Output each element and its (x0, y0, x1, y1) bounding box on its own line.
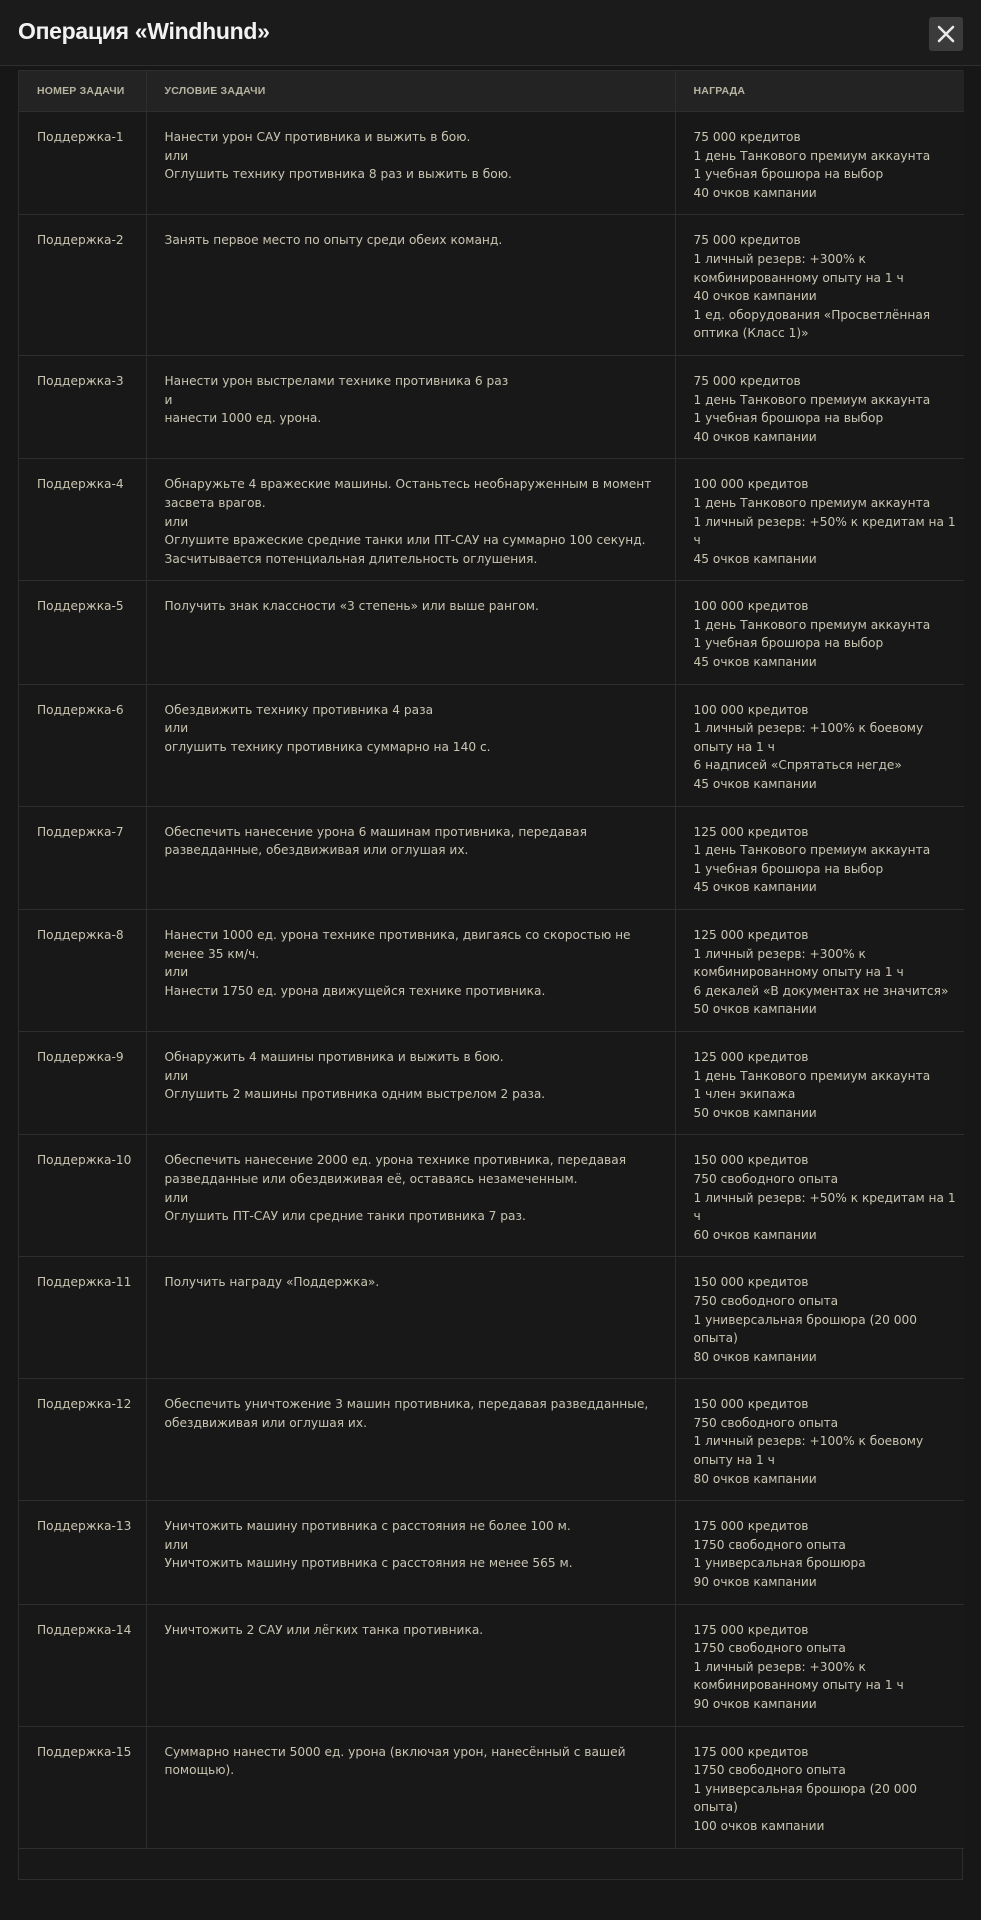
reward-line: 1 член экипажа (693, 1087, 796, 1102)
condition-line: Нанести урон выстрелами технике противника 6 раз (164, 373, 509, 388)
reward-line: 175 000 кредитов (693, 1744, 809, 1759)
table-row (19, 112, 964, 215)
condition-line: или (164, 1190, 189, 1205)
reward-line: 150 000 кредитов (693, 1397, 809, 1412)
reward-line: 80 очков кампании (693, 1349, 817, 1364)
reward-cell (675, 355, 964, 458)
task-number: Поддержка-5 (37, 599, 124, 614)
task-number-cell (19, 459, 146, 581)
reward-line: 1 личный резерв: +100% к боевому опыту на 1 ч (693, 721, 928, 754)
reward-line: 1 день Танкового премиум аккаунта (693, 495, 931, 510)
condition-line: Обездвижить технику противника 4 раза (164, 702, 434, 717)
reward-line: 1 универсальная брошюра (693, 1556, 866, 1571)
condition-line: или (164, 1537, 189, 1552)
reward-cell (675, 1726, 964, 1848)
table-row (19, 684, 964, 806)
reward-line: 75 000 кредитов (693, 373, 801, 388)
reward-line: 1 ед. оборудования «Просветлённая оптика (Класс 1)» (693, 307, 935, 341)
reward-line: 1 личный резерв: +50% к кредитам на 1 ч (693, 1190, 960, 1224)
reward-line: 1750 свободного опыта (693, 1763, 846, 1778)
table-row (19, 215, 964, 356)
reward-cell (675, 684, 964, 806)
task-number-cell (19, 1135, 146, 1257)
task-condition-cell (146, 806, 675, 909)
reward-line: 125 000 кредитов (693, 824, 809, 839)
reward-cell (675, 1604, 964, 1726)
task-number-cell (19, 1379, 146, 1501)
condition-line: или (164, 148, 189, 163)
reward-line: 750 свободного опыта (693, 1293, 839, 1308)
table-row (19, 806, 964, 909)
reward-line: 1 учебная брошюра на выбор (693, 411, 884, 426)
task-number: Поддержка-7 (37, 824, 124, 839)
task-condition-cell (146, 1257, 675, 1379)
reward-line: 6 надписей «Спрятаться негде» (693, 758, 902, 773)
condition-line: Обнаружьте 4 вражеские машины. Останьтесь необнаруженным в момент засвета врагов. (164, 477, 656, 510)
reward-line: 1 учебная брошюра на выбор (693, 861, 884, 876)
reward-line: 1 личный резерв: +300% к комбинированному опыту на 1 ч (693, 946, 904, 980)
reward-line: 1 день Танкового премиум аккаунта (693, 617, 931, 632)
reward-line: 100 000 кредитов (693, 477, 809, 492)
condition-line: Обеспечить уничтожение 3 машин противника, передавая разведданные, обездвиживая или оглушая их. (164, 1397, 653, 1430)
reward-line: 1 день Танкового премиум аккаунта (693, 843, 931, 858)
reward-line: 1750 свободного опыта (693, 1641, 846, 1656)
reward-line: 1 личный резерв: +300% к комбинированному опыту на 1 ч (693, 1659, 904, 1693)
reward-line: 50 очков кампании (693, 1105, 817, 1120)
table-row (19, 1031, 964, 1134)
reward-line: 80 очков кампании (693, 1471, 817, 1486)
task-number: Поддержка-13 (37, 1519, 132, 1534)
dialog-title: Операция «Windhund» (18, 18, 270, 44)
tasks-table-container[interactable] (18, 70, 963, 1880)
condition-line: или (164, 965, 189, 980)
task-condition-cell (146, 1031, 675, 1134)
task-number-cell (19, 1031, 146, 1134)
condition-line: Получить награду «Поддержка». (164, 1275, 380, 1290)
condition-line: или (164, 721, 189, 736)
task-number: Поддержка-8 (37, 928, 124, 942)
task-number-cell (19, 684, 146, 806)
task-number-cell (19, 806, 146, 909)
reward-line: 1 учебная брошюра на выбор (693, 167, 884, 182)
reward-line: 175 000 кредитов (693, 1622, 809, 1637)
reward-line: 150 000 кредитов (693, 1275, 809, 1290)
header-reward: НАГРАДА (675, 71, 964, 112)
condition-line: Обнаружить 4 машины противника и выжить в бою. (164, 1049, 504, 1064)
condition-line: Уничтожить 2 САУ или лёгких танка противника. (164, 1622, 484, 1637)
task-number-cell (19, 355, 146, 458)
task-condition-cell (146, 684, 675, 806)
condition-line: Нанести урон САУ противника и выжить в бою. (164, 130, 471, 144)
condition-line: Оглушить технику противника 8 раз и выжить в бою. (164, 167, 512, 182)
task-number: Поддержка-15 (37, 1744, 132, 1759)
table-row (19, 459, 964, 581)
reward-line: 40 очков кампании (693, 289, 817, 304)
condition-line: Получить знак классности «3 степень» или выше рангом. (164, 599, 539, 614)
reward-cell (675, 1379, 964, 1501)
table-row (19, 1257, 964, 1379)
reward-line: 125 000 кредитов (693, 1049, 809, 1064)
reward-cell (675, 1501, 964, 1604)
reward-line: 90 очков кампании (693, 1575, 817, 1590)
reward-line: 1 учебная брошюра на выбор (693, 636, 884, 651)
condition-line: или (164, 1068, 189, 1083)
reward-cell (675, 910, 964, 1032)
reward-line: 125 000 кредитов (693, 928, 809, 942)
reward-line: 1 универсальная брошюра (20 000 опыта) (693, 1312, 921, 1346)
reward-line: 90 очков кампании (693, 1697, 817, 1711)
reward-line: 75 000 кредитов (693, 130, 801, 144)
task-number: Поддержка-12 (37, 1397, 132, 1412)
close-button[interactable] (929, 17, 963, 51)
reward-line: 750 свободного опыта (693, 1415, 839, 1430)
reward-line: 175 000 кредитов (693, 1519, 809, 1534)
reward-cell (675, 112, 964, 215)
condition-line: Обеспечить нанесение урона 6 машинам противника, передавая разведданные, обездвиживая или оглушая их. (164, 824, 591, 858)
reward-line: 1 личный резерв: +300% к комбинированному опыту на 1 ч (693, 251, 904, 285)
condition-line: оглушить технику противника суммарно на 140 с. (164, 739, 491, 754)
task-number: Поддержка-4 (37, 477, 124, 492)
condition-line: Оглушить 2 машины противника одним выстрелом 2 раза. (164, 1087, 546, 1102)
reward-line: 1 день Танкового премиум аккаунта (693, 1068, 931, 1083)
reward-line: 6 декалей «В документах не значится» (693, 983, 949, 998)
condition-line: Обеспечить нанесение 2000 ед. урона технике противника, передавая разведданные или обездвиживая её, оставаясь незамеченным. (164, 1153, 630, 1186)
reward-line: 45 очков кампании (693, 880, 817, 895)
table-row (19, 1379, 964, 1501)
condition-line: Уничтожить машину противника с расстояния не более 100 м. (164, 1519, 571, 1534)
condition-line: Оглушить ПТ-САУ или средние танки противника 7 раз. (164, 1209, 526, 1224)
condition-line: или (164, 514, 189, 529)
reward-line: 1 личный резерв: +100% к боевому опыту на 1 ч (693, 1434, 928, 1468)
table-row (19, 1726, 964, 1848)
table-header-row (19, 71, 964, 112)
reward-cell (675, 1257, 964, 1379)
task-number-cell (19, 910, 146, 1032)
reward-line: 1 личный резерв: +50% к кредитам на 1 ч (693, 514, 960, 548)
reward-line: 45 очков кампании (693, 655, 817, 670)
task-condition-cell (146, 1379, 675, 1501)
reward-cell (675, 459, 964, 581)
table-row (19, 1604, 964, 1726)
reward-line: 1 день Танкового премиум аккаунта (693, 392, 931, 407)
task-number: Поддержка-10 (37, 1153, 132, 1168)
condition-line: Занять первое место по опыту среди обеих команд. (164, 233, 503, 248)
reward-cell (675, 581, 964, 684)
table-row (19, 355, 964, 458)
dialog-header (0, 0, 981, 66)
task-number-cell (19, 1604, 146, 1726)
condition-line: Нанести 1000 ед. урона технике противника, двигаясь со скоростью не менее 35 км/ч. (164, 928, 635, 961)
reward-line: 750 свободного опыта (693, 1171, 839, 1186)
task-number-cell (19, 1726, 146, 1848)
reward-cell (675, 1031, 964, 1134)
task-number: Поддержка-1 (37, 130, 124, 144)
task-condition-cell (146, 1501, 675, 1604)
reward-line: 1 день Танкового премиум аккаунта (693, 148, 931, 163)
close-icon (929, 17, 963, 51)
task-number-cell (19, 581, 146, 684)
table-row (19, 581, 964, 684)
reward-line: 75 000 кредитов (693, 233, 801, 248)
task-condition-cell (146, 1135, 675, 1257)
reward-line: 1750 свободного опыта (693, 1537, 846, 1552)
reward-line: 100 очков кампании (693, 1818, 825, 1833)
tasks-table (19, 71, 964, 1849)
condition-line: нанести 1000 ед. урона. (164, 411, 322, 426)
task-condition-cell (146, 459, 675, 581)
reward-line: 45 очков кампании (693, 777, 817, 792)
task-number: Поддержка-2 (37, 233, 124, 248)
reward-line: 40 очков кампании (693, 185, 817, 200)
condition-line: Уничтожить машину противника с расстояния не менее 565 м. (164, 1556, 573, 1571)
task-number: Поддержка-14 (37, 1622, 132, 1637)
task-condition-cell (146, 1604, 675, 1726)
table-row (19, 1501, 964, 1604)
task-number: Поддержка-11 (37, 1275, 132, 1290)
task-number: Поддержка-9 (37, 1049, 124, 1064)
reward-line: 50 очков кампании (693, 1002, 817, 1017)
reward-line: 150 000 кредитов (693, 1153, 809, 1168)
task-condition-cell (146, 112, 675, 215)
condition-line: и (164, 392, 173, 407)
task-number-cell (19, 1501, 146, 1604)
reward-line: 100 000 кредитов (693, 702, 809, 717)
task-condition-cell (146, 1726, 675, 1848)
condition-line: Оглушите вражеские средние танки или ПТ-САУ на суммарно 100 секунд. Засчитывается потенциальная длительность оглушения. (164, 533, 650, 566)
header-task-condition: УСЛОВИЕ ЗАДАЧИ (146, 71, 675, 112)
table-row (19, 1135, 964, 1257)
table-row (19, 910, 964, 1032)
reward-line: 60 очков кампании (693, 1227, 817, 1242)
task-condition-cell (146, 215, 675, 356)
reward-cell (675, 806, 964, 909)
condition-line: Нанести 1750 ед. урона движущейся технике противника. (164, 983, 546, 998)
task-condition-cell (146, 581, 675, 684)
header-task-number: НОМЕР ЗАДАЧИ (19, 71, 146, 112)
task-number-cell (19, 112, 146, 215)
task-number-cell (19, 215, 146, 356)
task-number-cell (19, 1257, 146, 1379)
condition-line: Суммарно нанести 5000 ед. урона (включая урон, нанесённый с вашей помощью). (164, 1744, 630, 1778)
reward-line: 100 000 кредитов (693, 599, 809, 614)
reward-line: 40 очков кампании (693, 429, 817, 444)
task-number: Поддержка-6 (37, 702, 124, 717)
reward-line: 1 универсальная брошюра (20 000 опыта) (693, 1781, 921, 1815)
task-condition-cell (146, 910, 675, 1032)
reward-cell (675, 1135, 964, 1257)
task-condition-cell (146, 355, 675, 458)
reward-line: 45 очков кампании (693, 551, 817, 566)
reward-cell (675, 215, 964, 356)
task-number: Поддержка-3 (37, 373, 124, 388)
